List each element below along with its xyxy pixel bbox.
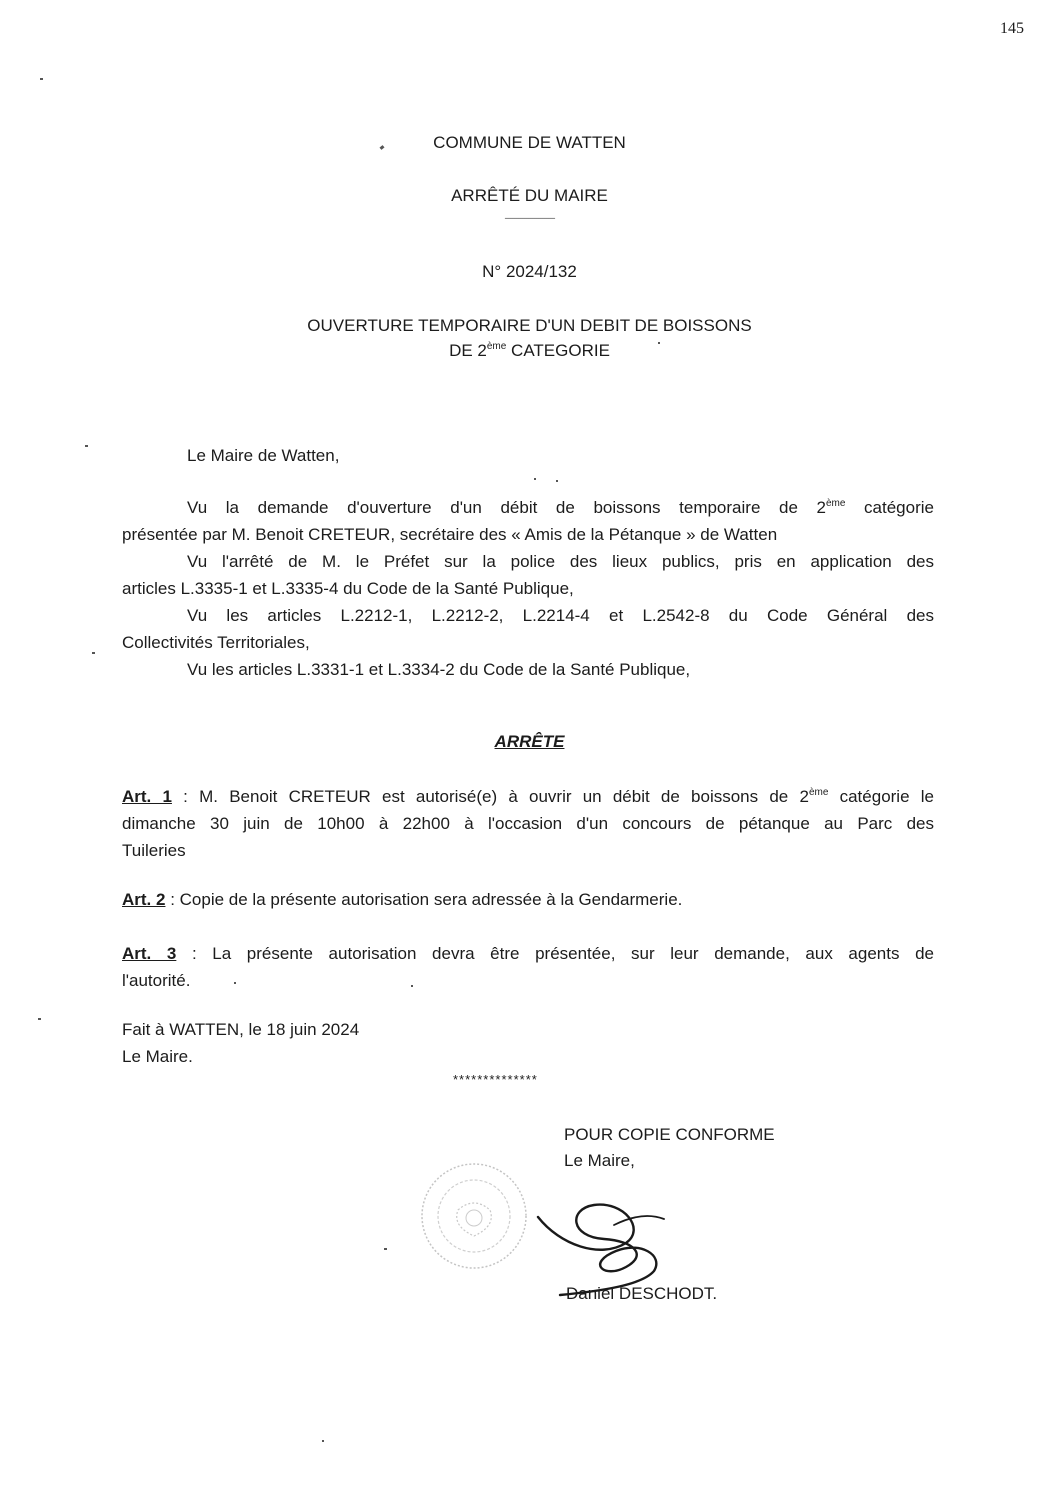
article-3-label: Art. 3: [122, 944, 177, 963]
scan-speck: [38, 1018, 41, 1020]
place-date: Fait à WATTEN, le 18 juin 2024: [122, 1020, 360, 1039]
vu-3-line-1: Vu les articles L.2212-1, L.2212-2, L.2214-4 et L.2542-8 du Code Général des: [187, 606, 934, 625]
scan-speck: [40, 78, 43, 80]
copie-conforme: POUR COPIE CONFORME: [564, 1125, 775, 1144]
scan-speck: [411, 985, 413, 987]
scan-speck: [556, 480, 558, 482]
vu-1-line-2: présentée par M. Benoit CRETEUR, secrétaire des « Amis de la Pétanque » de Watten: [122, 525, 778, 544]
article-2: Art. 2 : Copie de la présente autorisation sera adressée à la Gendarmerie.: [122, 890, 683, 909]
municipal-stamp: [418, 1160, 530, 1272]
scan-speck: [85, 445, 88, 447]
vu-1-line-1: Vu la demande d'ouverture d'un débit de boissons temporaire de 2ème catégorie: [187, 498, 934, 517]
scan-speck: [92, 652, 95, 654]
vu-2-line-1: Vu l'arrêté de M. le Préfet sur la police des lieux publics, pris en application des: [187, 552, 934, 571]
scan-speck: [234, 982, 236, 984]
subject-line-2: DE 2ème CATEGORIE: [449, 341, 610, 360]
signer-name: Daniel DESCHODT.: [566, 1284, 718, 1303]
scan-speck: [322, 1440, 324, 1442]
scan-speck: [534, 478, 536, 480]
title-divider: -------------------------: [504, 213, 555, 223]
subject-line-1: OUVERTURE TEMPORAIRE D'UN DEBIT DE BOISSONS: [307, 316, 752, 335]
vu-4: Vu les articles L.3331-1 et L.3334-2 du Code de la Santé Publique,: [187, 660, 691, 679]
signature: [530, 1185, 690, 1300]
vu-2-line-2: articles L.3335-1 et L.3335-4 du Code de la Santé Publique,: [122, 579, 574, 598]
arrete-heading: ARRÊTE: [494, 732, 565, 751]
signer-role: Le Maire.: [122, 1047, 193, 1066]
commune-title: COMMUNE DE WATTEN: [433, 133, 626, 152]
article-1-label: Art. 1: [122, 787, 172, 806]
arrete-number: N° 2024/132: [482, 262, 577, 281]
scan-speck: [384, 1248, 387, 1250]
page-number: 145: [1000, 20, 1024, 37]
visas-block: [122, 494, 934, 683]
copie-role: Le Maire,: [564, 1151, 635, 1170]
article-3: Art. 3 : La présente autorisation devra être présentée, sur leur demande, aux agents de l'autorité.: [122, 944, 934, 990]
vu-3-line-2: Collectivités Territoriales,: [122, 633, 310, 652]
salutation: Le Maire de Watten,: [187, 446, 340, 465]
scan-speck: [658, 342, 660, 344]
stars-divider: **************: [453, 1072, 538, 1087]
article-1: Art. 1 : M. Benoit CRETEUR est autorisé(e) à ouvrir un débit de boissons de 2ème catégorie le dimanche 30 juin de 10h00 à 22h00 à l'occasion d'un concours de pétanque au Parc des Tuileries: [122, 787, 934, 860]
arrete-title: ARRÊTÉ DU MAIRE: [451, 186, 608, 205]
article-2-label: Art. 2: [122, 890, 166, 909]
